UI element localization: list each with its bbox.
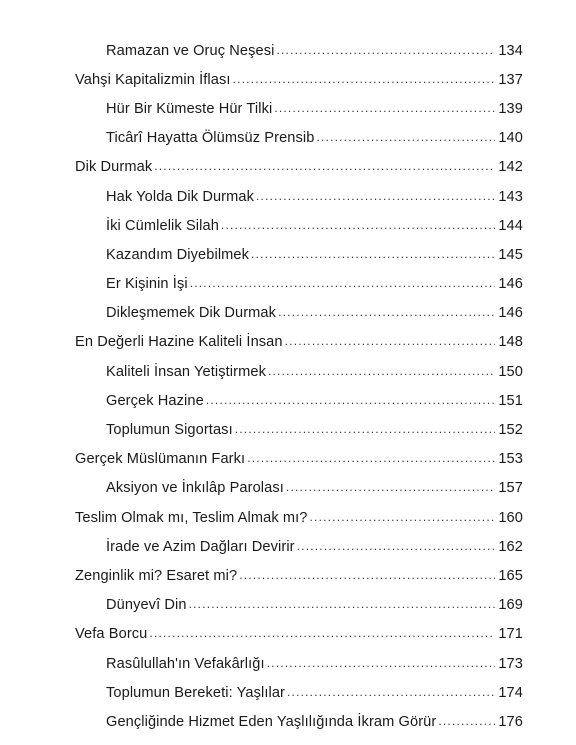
toc-section-entry <box>0 124 576 153</box>
toc-page-number: 146 <box>498 276 523 293</box>
dot-leader <box>189 597 496 611</box>
toc-entry-line <box>75 72 523 88</box>
toc-page-number: 162 <box>498 538 523 555</box>
toc-page-number: 134 <box>498 42 523 59</box>
toc-entry-title: Gençliğinde Hizmet Eden Yaşlılığında İkram Görür <box>106 713 437 730</box>
toc-entry-line <box>106 305 523 321</box>
toc-entry-title: İki Cümlelik Silah <box>106 217 219 234</box>
dot-leader <box>154 159 495 173</box>
toc-section-entry <box>0 591 576 620</box>
toc-page-number: 160 <box>498 509 523 526</box>
toc-entry-title: Zenginlik mi? Esaret mi? <box>75 567 238 584</box>
toc-entry-title: Toplumun Bereketi: Yaşlılar <box>106 684 285 701</box>
toc-page-number: 142 <box>498 159 523 176</box>
toc-entry-title: Dünyevî Din <box>106 597 187 614</box>
toc-entry-line <box>106 276 523 292</box>
toc-chapter-entry <box>0 328 576 357</box>
toc-chapter-entry <box>0 445 576 474</box>
toc-entry-line <box>106 393 523 409</box>
toc-section-entry <box>0 532 576 561</box>
toc-chapter-entry <box>0 503 576 532</box>
dot-leader <box>268 364 495 378</box>
toc-section-entry <box>0 357 576 386</box>
toc-section-entry <box>0 707 576 736</box>
toc-chapter-entry <box>0 153 576 182</box>
dot-leader <box>235 422 496 436</box>
dot-leader <box>316 130 495 144</box>
toc-entry-title: Kazandım Diyebilmek <box>106 246 250 263</box>
dot-leader <box>256 189 495 203</box>
toc-page-number: 173 <box>498 655 523 672</box>
toc-page-number: 146 <box>498 305 523 322</box>
toc-entry-title: Teslim Olmak mı, Teslim Almak mı? <box>75 509 308 526</box>
toc-page-number: 144 <box>498 217 523 234</box>
toc-section-entry <box>0 182 576 211</box>
toc-section-entry <box>0 94 576 123</box>
dot-leader <box>287 685 495 699</box>
toc-page-number: 140 <box>498 130 523 147</box>
toc-page-number: 148 <box>498 334 523 351</box>
toc-entry-line <box>106 656 523 672</box>
dot-leader <box>251 247 495 261</box>
table-of-contents <box>0 36 576 737</box>
dot-leader <box>286 480 495 494</box>
toc-page-number: 153 <box>498 451 523 468</box>
toc-entry-title: Ramazan ve Oruç Neşesi <box>106 42 275 59</box>
toc-page-number: 171 <box>498 626 523 643</box>
toc-entry-title: Vahşi Kapitalizmin İflası <box>75 71 231 88</box>
toc-section-entry <box>0 270 576 299</box>
dot-leader <box>149 626 495 640</box>
dot-leader <box>221 218 495 232</box>
toc-page-number: 174 <box>498 684 523 701</box>
toc-entry-line <box>106 597 523 613</box>
toc-entry-line <box>106 480 523 496</box>
toc-entry-title: Hür Bir Kümeste Hür Tilki <box>106 100 273 117</box>
dot-leader <box>267 656 496 670</box>
toc-entry-title: Toplumun Sigortası <box>106 422 233 439</box>
toc-entry-line <box>75 626 523 642</box>
toc-section-entry <box>0 649 576 678</box>
toc-entry-title: Gerçek Müslümanın Farkı <box>75 451 246 468</box>
toc-section-entry <box>0 36 576 65</box>
dot-leader <box>310 510 496 524</box>
toc-chapter-entry <box>0 65 576 94</box>
toc-entry-title: Er Kişinin İşi <box>106 276 188 293</box>
dot-leader <box>233 72 496 86</box>
toc-page-number: 165 <box>498 567 523 584</box>
toc-entry-line <box>106 247 523 263</box>
toc-section-entry <box>0 386 576 415</box>
dot-leader <box>239 568 495 582</box>
toc-entry-line <box>75 568 523 584</box>
toc-page-number: 152 <box>498 422 523 439</box>
toc-section-entry <box>0 240 576 269</box>
toc-section-entry <box>0 415 576 444</box>
toc-page-number: 151 <box>498 392 523 409</box>
toc-entry-title: Hak Yolda Dik Durmak <box>106 188 255 205</box>
dot-leader <box>278 305 495 319</box>
dot-leader <box>276 43 495 57</box>
toc-entry-title: Vefa Borcu <box>75 626 148 643</box>
toc-page-number: 137 <box>498 71 523 88</box>
toc-entry-line <box>106 422 523 438</box>
toc-entry-title: Rasûlullah'ın Vefakârlığı <box>106 655 265 672</box>
toc-entry-title: Dik Durmak <box>75 159 153 176</box>
toc-page-number: 139 <box>498 100 523 117</box>
dot-leader <box>274 101 495 115</box>
dot-leader <box>438 714 495 728</box>
toc-entry-line <box>106 364 523 380</box>
dot-leader <box>297 539 496 553</box>
toc-entry-line <box>106 101 523 117</box>
toc-entry-title: Ticârî Hayatta Ölümsüz Prensib <box>106 130 315 147</box>
toc-entry-title: Dikleşmemek Dik Durmak <box>106 305 277 322</box>
toc-section-entry <box>0 299 576 328</box>
toc-entry-line <box>75 159 523 175</box>
toc-chapter-entry <box>0 620 576 649</box>
dot-leader <box>206 393 496 407</box>
toc-page-number: 176 <box>498 713 523 730</box>
toc-entry-line <box>106 714 523 730</box>
toc-entry-line <box>75 451 523 467</box>
toc-section-entry <box>0 678 576 707</box>
toc-entry-title: Aksiyon ve İnkılâp Parolası <box>106 480 284 497</box>
toc-page-number: 150 <box>498 363 523 380</box>
toc-chapter-entry <box>0 561 576 590</box>
toc-page-number: 143 <box>498 188 523 205</box>
toc-entry-line <box>75 510 523 526</box>
dot-leader <box>247 451 495 465</box>
toc-entry-title: Gerçek Hazine <box>106 392 204 409</box>
toc-page-number: 169 <box>498 597 523 614</box>
dot-leader <box>285 334 496 348</box>
toc-entry-line <box>106 685 523 701</box>
toc-entry-line <box>106 43 523 59</box>
toc-entry-line <box>106 130 523 146</box>
toc-section-entry <box>0 211 576 240</box>
toc-page-number: 157 <box>498 480 523 497</box>
toc-entry-title: İrade ve Azim Dağları Devirir <box>106 538 295 555</box>
toc-section-entry <box>0 474 576 503</box>
toc-entry-title: Kaliteli İnsan Yetiştirmek <box>106 363 266 380</box>
toc-entry-line <box>106 218 523 234</box>
dot-leader <box>190 276 496 290</box>
toc-entry-title: En Değerli Hazine Kaliteli İnsan <box>75 334 283 351</box>
toc-entry-line <box>75 334 523 350</box>
toc-page-number: 145 <box>498 246 523 263</box>
toc-entry-line <box>106 539 523 555</box>
toc-entry-line <box>106 189 523 205</box>
